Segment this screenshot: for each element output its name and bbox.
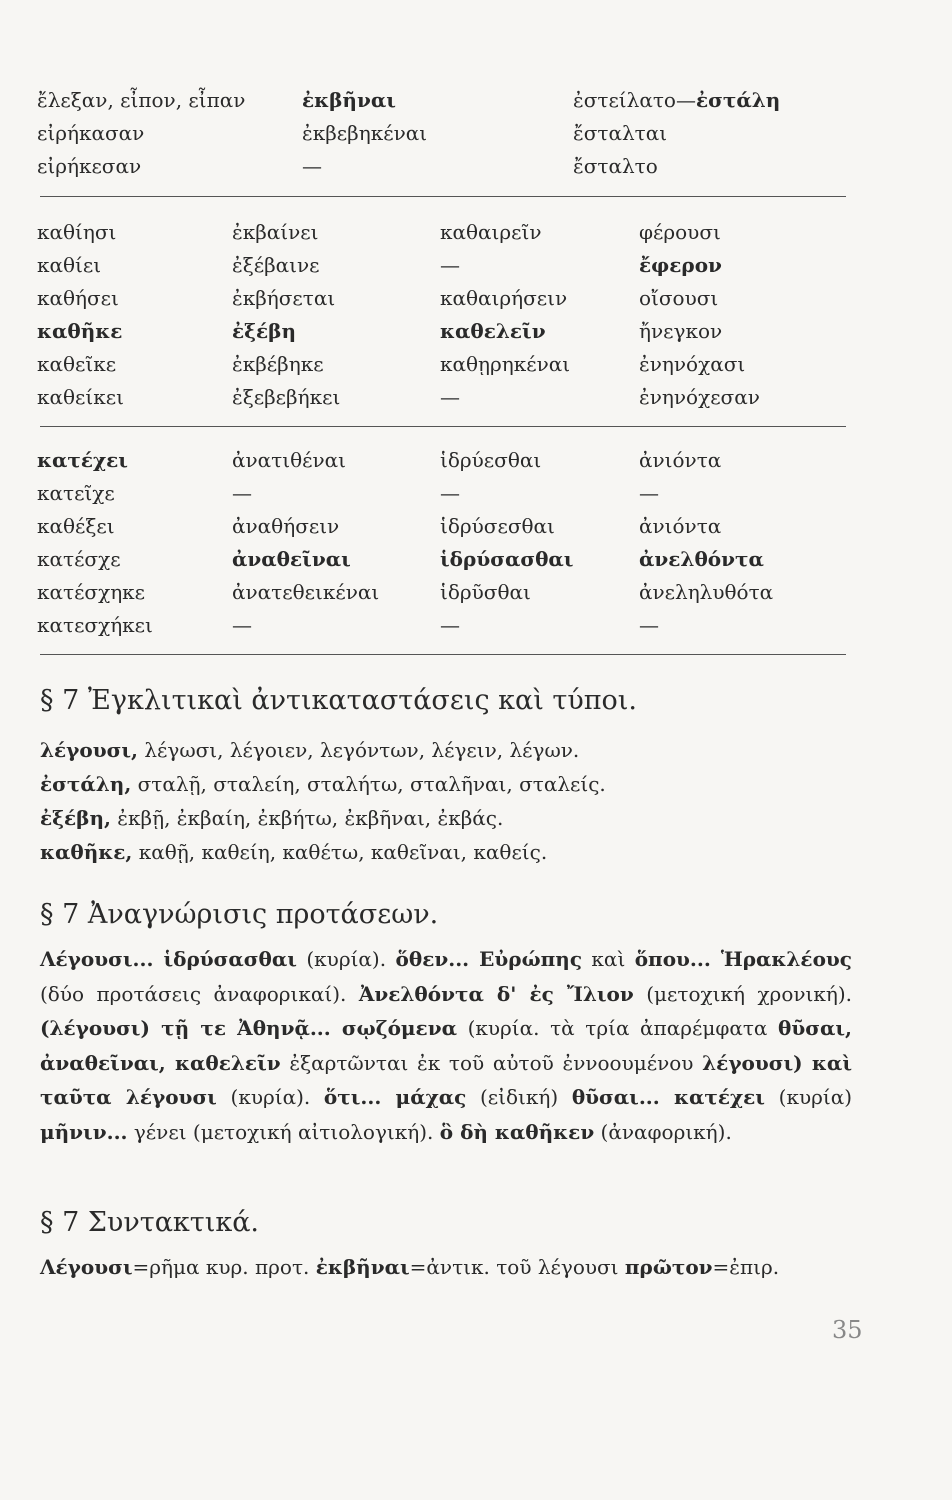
bold-segment: ὅπου... Ἡρακλέους	[634, 947, 852, 971]
table-cell: φέρουσι	[639, 220, 721, 244]
table-cell: καθῆκε	[37, 319, 123, 343]
text-segment: (μετοχική χρονική).	[633, 981, 852, 1006]
table-cell: ἀναθεῖναι	[232, 547, 351, 571]
inflection-forms: σταλῇ, σταλείη, σταλήτω, σταλῆναι, σταλείς.	[131, 772, 606, 796]
table-row	[0, 282, 952, 315]
table-row	[0, 444, 952, 477]
inflection-line	[40, 768, 606, 801]
bold-segment: Λέγουσι	[40, 1255, 133, 1279]
table-cell: —	[639, 481, 659, 505]
table-row	[0, 150, 952, 183]
table-cell: ἐκβαίνει	[232, 220, 319, 244]
table-cell: καθέξει	[37, 514, 115, 538]
table-cell: καθαιρήσειν	[440, 286, 568, 310]
table-cell: ἱδρύσασθαι	[440, 547, 574, 571]
text-segment: =ἐπιρ.	[712, 1255, 780, 1279]
recognition-paragraph	[40, 942, 852, 1149]
principal-parts-table-2	[0, 216, 952, 414]
table-row	[0, 348, 952, 381]
bold-segment: μῆνιν...	[40, 1119, 128, 1144]
bold-segment: Λέγουσι... ἱδρύσασθαι	[40, 947, 297, 971]
text-segment: (κυρία).	[296, 947, 396, 971]
table-cell: ἤνεγκον	[639, 319, 723, 343]
table-cell: ἱδρῦσθαι	[440, 580, 531, 604]
principal-parts-table-3	[0, 444, 952, 642]
table-cell: ἐνηνόχεσαν	[639, 385, 760, 409]
table-cell: καθεῖκε	[37, 352, 117, 376]
bold-segment: θῦσαι... κατέχει	[571, 1085, 765, 1109]
table-cell: καθήσει	[37, 286, 119, 310]
table-cell: καθίει	[37, 253, 102, 277]
inflection-line	[40, 836, 547, 869]
inflection-lemma: καθῆκε,	[40, 840, 133, 864]
table-cell: ἐκβέβηκε	[232, 352, 324, 376]
table-cell: ἀνεληλυθότα	[639, 580, 774, 604]
table-cell: ἀνιόντα	[639, 448, 722, 472]
table-cell: ἀνατιθέναι	[232, 448, 346, 472]
table-cell: ἀνιόντα	[639, 514, 722, 538]
bold-segment: λέγουσι) καὶ ταῦτα λέγουσι	[40, 1050, 852, 1109]
table-row	[0, 477, 952, 510]
section-heading-recognition: § 7 Ἀναγνώρισις προτάσεων.	[40, 899, 439, 930]
table-cell: ἐκβεβηκέναι	[302, 121, 428, 145]
section-heading-syntax: § 7 Συντακτικά.	[40, 1207, 260, 1238]
table-row	[0, 216, 952, 249]
table-cell: καθείκει	[37, 385, 124, 409]
divider	[40, 426, 846, 427]
inflection-forms: καθῇ, καθείη, καθέτω, καθεῖναι, καθείς.	[132, 840, 548, 864]
table-cell: καθελεῖν	[440, 319, 546, 343]
inflection-lemma: ἐστάλη,	[40, 772, 132, 796]
table-cell: —	[639, 613, 659, 637]
table-cell: ἐκβῆναι	[302, 88, 396, 112]
table-cell: —	[440, 253, 460, 277]
principal-parts-table-1	[0, 84, 952, 183]
inflection-line	[40, 734, 579, 767]
text-segment: =ἀντικ. τοῦ λέγουσι	[409, 1255, 625, 1279]
table-cell: ἔφερον	[639, 253, 722, 277]
table-cell: ἐξεβεβήκει	[232, 385, 341, 409]
table-cell: ἀνατεθεικέναι	[232, 580, 380, 604]
text-segment: ἐξαρτῶνται ἐκ τοῦ αὐτοῦ ἐννοουμένου	[280, 1050, 703, 1075]
table-row	[0, 510, 952, 543]
text-segment: (κυρία).	[216, 1085, 324, 1109]
bold-segment: ὃ δὴ καθῆκεν	[439, 1119, 595, 1144]
table-cell: —	[440, 613, 460, 637]
table-cell: ἱδρύεσθαι	[440, 448, 542, 472]
page-number: 35	[832, 1316, 863, 1344]
table-row	[0, 543, 952, 576]
bold-segment: πρῶτον	[624, 1255, 713, 1279]
text-segment: (κυρία)	[764, 1085, 853, 1109]
bold-form: ἐστάλη	[695, 88, 781, 112]
table-cell: εἰρήκεσαν	[37, 154, 142, 178]
table-row	[0, 84, 952, 117]
text-segment: (κυρία. τὰ τρία ἀπαρέμφατα	[456, 1016, 778, 1040]
table-cell: ἀναθήσειν	[232, 514, 340, 538]
table-cell: ἔλεξαν, εἶπον, εἶπαν	[37, 88, 246, 112]
inflection-forms: λέγωσι, λέγοιεν, λεγόντων, λέγειν, λέγων.	[138, 738, 580, 762]
bold-segment: ὅθεν... Εὐρώπης	[395, 947, 582, 971]
table-cell: —	[440, 385, 460, 409]
table-row	[0, 249, 952, 282]
section-heading-inflections: § 7 Ἐγκλιτικαὶ ἀντικαταστάσεις καὶ τύποι.	[40, 685, 637, 716]
bold-segment: (λέγουσι) τῇ τε Ἀθηνᾷ... σῳζόμενα	[40, 1016, 457, 1040]
table-cell: καθαιρεῖν	[440, 220, 542, 244]
table-cell: καθῃρηκέναι	[440, 352, 571, 376]
text-segment: γένει (μετοχική αἰτιολογική).	[127, 1119, 440, 1144]
table-cell: καθίησι	[37, 220, 117, 244]
table-row	[0, 315, 952, 348]
bold-segment: θῦσαι, ἀναθεῖναι, καθελεῖν	[40, 1016, 852, 1075]
text-segment: καὶ	[582, 947, 635, 971]
inflection-line	[40, 802, 503, 835]
inflection-lemma: ἐξέβη,	[40, 806, 111, 830]
table-cell: ἐνηνόχασι	[639, 352, 746, 376]
table-row	[0, 117, 952, 150]
inflection-lemma: λέγουσι,	[40, 738, 138, 762]
table-cell: ἐξέβη	[232, 319, 296, 343]
bold-segment: ὅτι... μάχας	[323, 1085, 467, 1109]
text-segment: (εἰδική)	[466, 1085, 572, 1109]
table-row	[0, 576, 952, 609]
inflection-forms: ἐκβῇ, ἐκβαίη, ἐκβήτω, ἐκβῆναι, ἐκβάς.	[110, 806, 504, 830]
text-segment: (δύο προτάσεις ἀναφορικαί).	[40, 981, 359, 1006]
divider	[40, 196, 846, 197]
table-cell: —	[440, 481, 460, 505]
table-cell: ἐξέβαινε	[232, 253, 320, 277]
bold-segment: ἐκβῆναι	[315, 1255, 410, 1279]
bold-segment: Ἀνελθόντα δ' ἐς Ἴλιον	[358, 981, 634, 1006]
syntax-paragraph	[40, 1250, 852, 1285]
table-cell: ἐστείλατο—ἐστάλη	[573, 88, 781, 112]
table-cell: κατέσχηκε	[37, 580, 146, 604]
table-cell: κατεσχήκει	[37, 613, 153, 637]
table-cell: —	[232, 613, 252, 637]
table-cell: ἱδρύσεσθαι	[440, 514, 555, 538]
table-row	[0, 381, 952, 414]
table-cell: ἐκβήσεται	[232, 286, 336, 310]
table-cell: ἔσταλτο	[573, 154, 658, 178]
table-cell: —	[232, 481, 252, 505]
divider	[40, 654, 846, 655]
table-row	[0, 609, 952, 642]
table-cell: εἰρήκασαν	[37, 121, 145, 145]
table-cell: κατεῖχε	[37, 481, 115, 505]
table-cell: κατέσχε	[37, 547, 121, 571]
table-cell: ἔσταλται	[573, 121, 668, 145]
table-cell: ἀνελθόντα	[639, 547, 764, 571]
table-cell: οἴσουσι	[639, 286, 719, 310]
table-cell: κατέχει	[37, 448, 128, 472]
table-cell: —	[302, 154, 322, 178]
text-segment: =ρῆμα κυρ. προτ.	[132, 1255, 316, 1279]
text-segment: (ἀναφορική).	[594, 1119, 732, 1144]
